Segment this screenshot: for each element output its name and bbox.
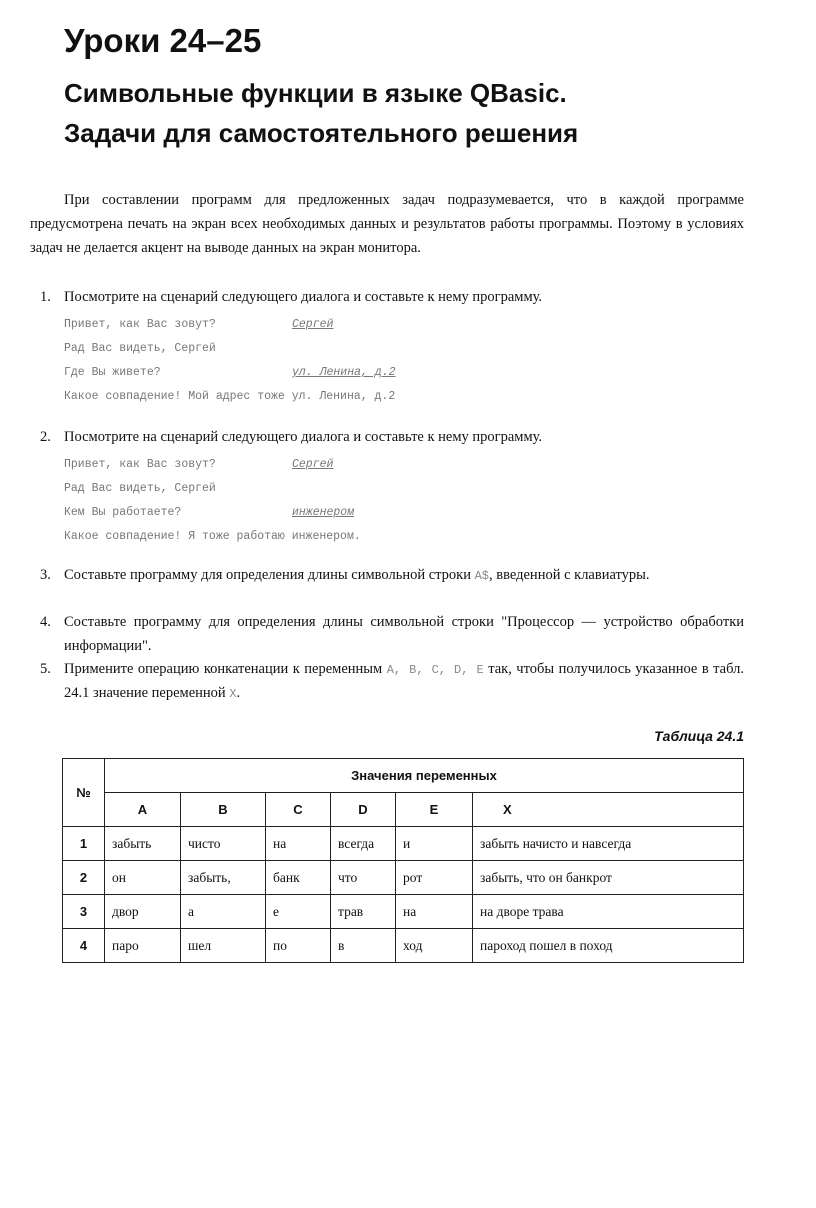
table-cell: трав <box>331 895 396 929</box>
table-cell: в <box>331 929 396 963</box>
table-cell: он <box>105 861 181 895</box>
dialog-prompt: Какое совпадение! Мой адрес тоже ул. Ленина, д.2 <box>64 390 396 403</box>
table-cell: рот <box>396 861 473 895</box>
dialog-line <box>64 506 355 519</box>
table-caption: Таблица 24.1 <box>654 728 744 744</box>
header-col: B <box>181 793 266 827</box>
dialog-prompt: Привет, как Вас зовут? <box>64 318 216 331</box>
table-cell: двор <box>105 895 181 929</box>
dialog-answer: Сергей <box>292 458 334 471</box>
subtitle-line-2: Задачи для самостоятельного решения <box>64 118 579 148</box>
dialog-prompt: Где Вы живете? <box>64 366 161 379</box>
task-text: Составьте программу для определения длины символьной строки "Процессор — устройство обработки информации". <box>64 614 744 654</box>
table-cell: на <box>396 895 473 929</box>
task-number: 5. <box>40 661 51 677</box>
row-number: 1 <box>63 827 105 861</box>
task-number: 3. <box>40 567 51 583</box>
task-text: так, чтобы получилось указанное в табл. 24.1 значение переменной <box>64 661 744 701</box>
table-cell: всегда <box>331 827 396 861</box>
page-title: Уроки 24–25 <box>64 22 262 59</box>
dialog-line <box>64 342 216 355</box>
header-col: A <box>105 793 181 827</box>
dialog-prompt: Рад Вас видеть, Сергей <box>64 342 216 355</box>
table-cell: забыть начисто и навсегда <box>473 827 744 861</box>
variable-name: X <box>229 686 237 701</box>
dialog-prompt: Привет, как Вас зовут? <box>64 458 216 471</box>
task-number: 2. <box>40 429 51 445</box>
dialog-line <box>64 366 396 379</box>
dialog-answer: ул. Ленина, д.2 <box>292 366 396 379</box>
table-cell: на <box>266 827 331 861</box>
header-col: C <box>266 793 331 827</box>
dialog-answer: Сергей <box>292 318 334 331</box>
task-text: Посмотрите на сценарий следующего диалога и составьте к нему программу. <box>64 289 543 305</box>
table-cell: чисто <box>181 827 266 861</box>
table-cell: забыть <box>105 827 181 861</box>
table-row <box>63 895 744 929</box>
table-cell: что <box>331 861 396 895</box>
table-cell: забыть, что он банкрот <box>473 861 744 895</box>
task-text: Посмотрите на сценарий следующего диалога и составьте к нему программу. <box>64 429 543 445</box>
header-col: X <box>473 793 744 827</box>
dialog-answer: инженером <box>292 506 355 519</box>
table-row <box>63 929 744 963</box>
task-3 <box>40 564 744 588</box>
table-cell: пароход пошел в поход <box>473 929 744 963</box>
task-number: 1. <box>40 289 51 305</box>
table-cell: ход <box>396 929 473 963</box>
header-col: E <box>396 793 473 827</box>
table-cell: банк <box>266 861 331 895</box>
dialog-prompt: Кем Вы работаете? <box>64 506 182 519</box>
table-row <box>63 827 744 861</box>
dialog-line <box>64 458 334 471</box>
dialog-line <box>64 482 216 495</box>
task-5 <box>40 658 744 705</box>
task-text: Составьте программу для определения длины символьной строки <box>64 567 475 583</box>
header-number: № <box>63 759 105 827</box>
dialog-line <box>64 390 395 403</box>
subtitle-line-1: Символьные функции в языке QBasic. <box>64 78 567 108</box>
table-cell: шел <box>181 929 266 963</box>
variables-table <box>62 758 744 963</box>
table-cell: на дворе трава <box>473 895 744 929</box>
row-number: 2 <box>63 861 105 895</box>
row-number: 4 <box>63 929 105 963</box>
task-1 <box>40 286 744 310</box>
variable-name: A$ <box>474 569 490 583</box>
task-2 <box>40 426 744 450</box>
task-number: 4. <box>40 614 51 630</box>
dialog-prompt: Какое совпадение! Я тоже работаю инженером. <box>64 530 361 543</box>
dialog-line <box>64 318 334 331</box>
task-text: Примените операцию конкатенации к переменным <box>64 661 387 677</box>
table-cell: и <box>396 827 473 861</box>
dialog-line <box>64 530 361 543</box>
table-cell: забыть, <box>181 861 266 895</box>
dialog-prompt: Рад Вас видеть, Сергей <box>64 482 216 495</box>
table-cell: е <box>266 895 331 929</box>
table-cell: паро <box>105 929 181 963</box>
intro-paragraph: При составлении программ для предложенных задач подразумевается, что в каждой программе предусмотрена печать на экран всех необходимых данных и результатов работы программы. Поэтому в условиях задач не делается акцент на выводе данных на экран монитора. <box>30 192 744 256</box>
header-group: Значения переменных <box>105 759 744 793</box>
task-4 <box>40 611 744 658</box>
row-number: 3 <box>63 895 105 929</box>
task-text: , введенной с клавиатуры. <box>489 567 650 583</box>
table-row <box>63 861 744 895</box>
period: . <box>236 684 241 701</box>
variable-names: A, B, C, D, E <box>386 663 484 677</box>
header-col: D <box>331 793 396 827</box>
table-cell: по <box>266 929 331 963</box>
table-cell: а <box>181 895 266 929</box>
